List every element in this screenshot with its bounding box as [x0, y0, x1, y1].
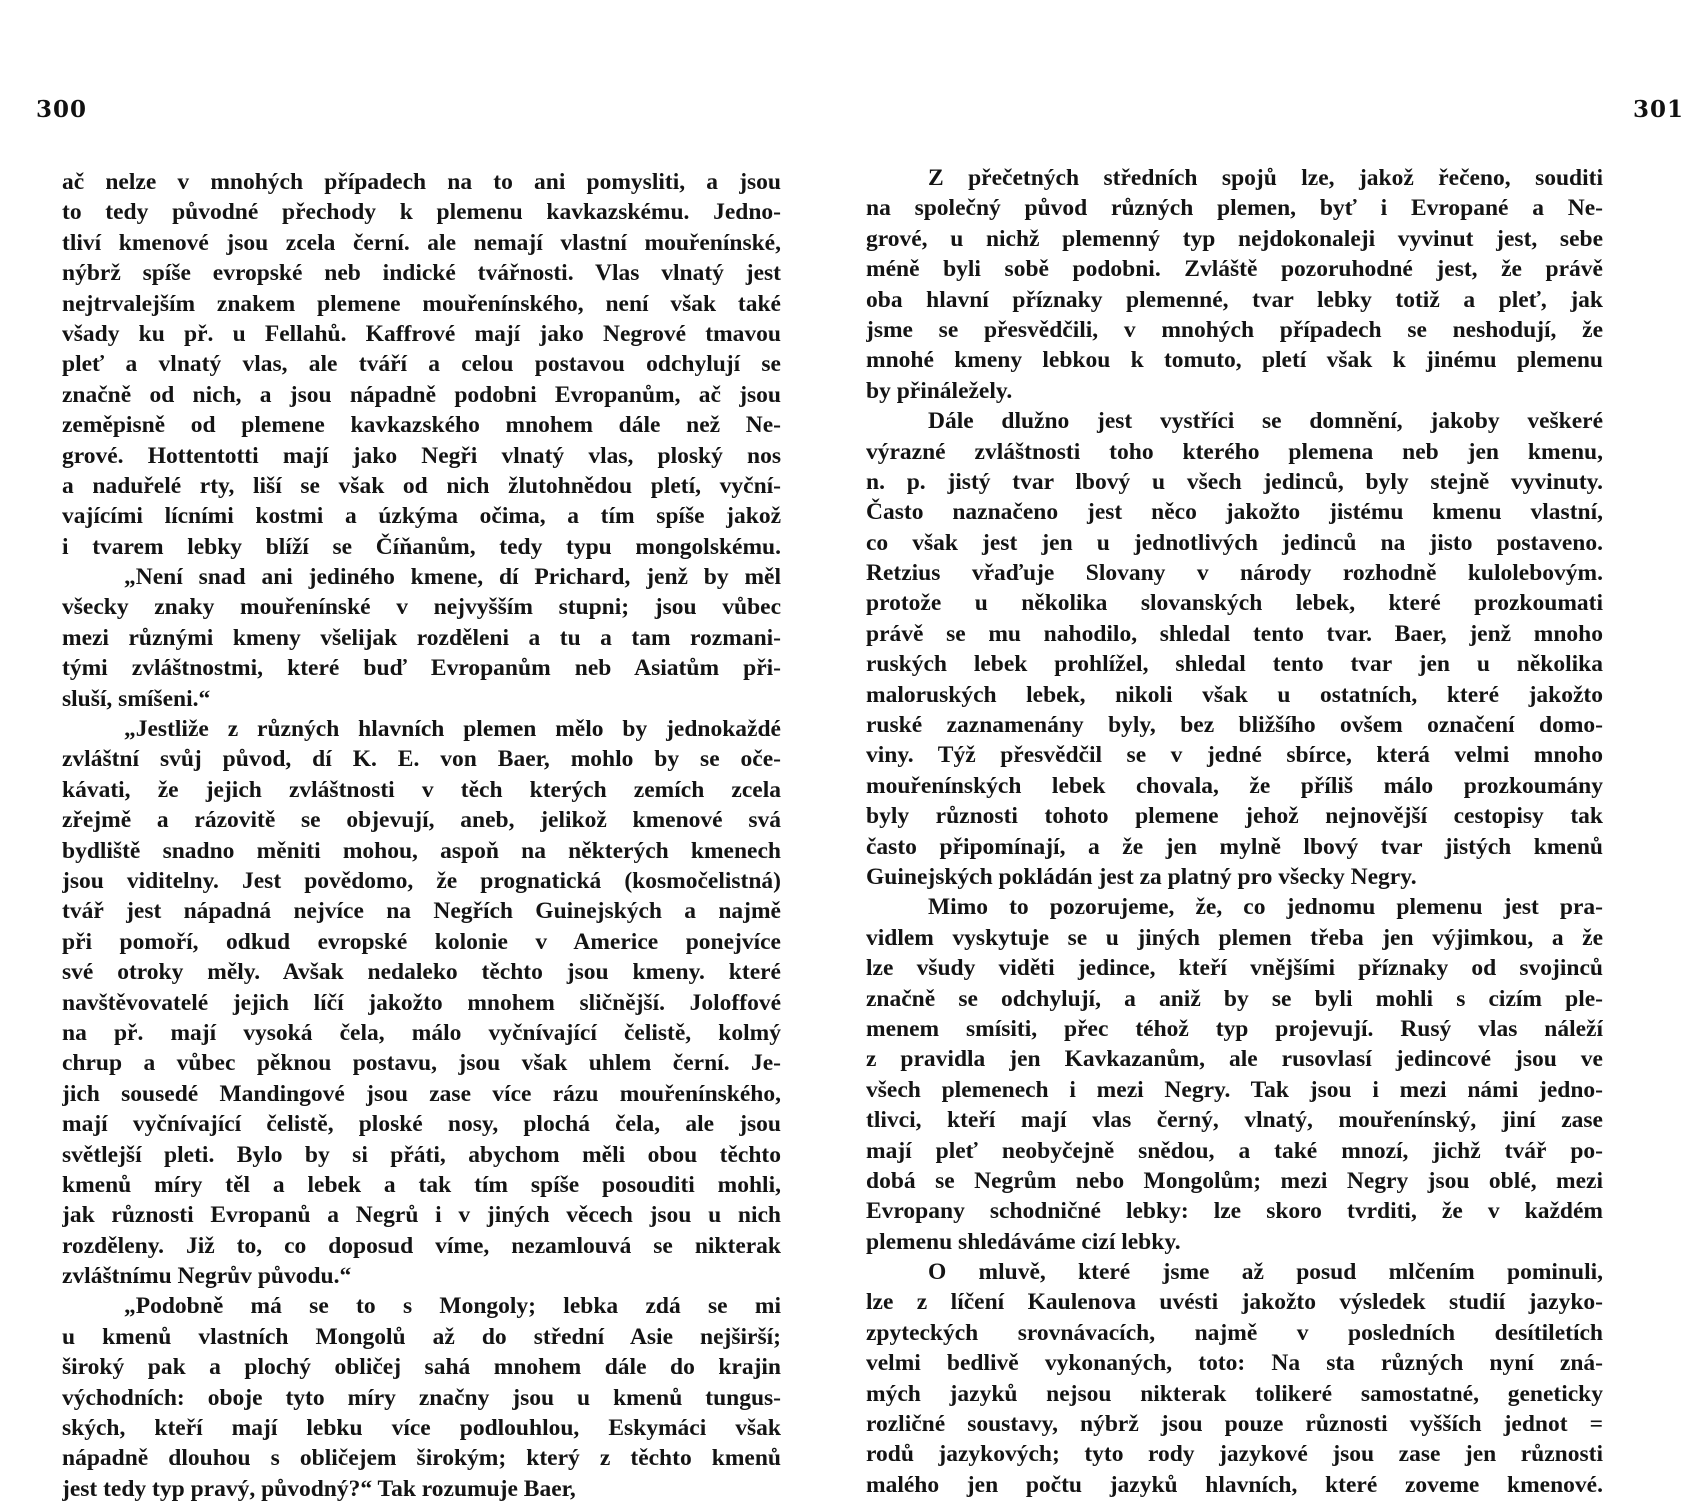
text-line: zvláštní svůj původ, dí K. E. von Baer, mohlo by se oče- [62, 746, 781, 773]
text-line: méně byli sobě podobni. Zvláště pozoruhodné jest, že právě [866, 256, 1603, 283]
text-line: jich sousedé Mandingové jsou zase více rázu mouřenínského, [62, 1080, 781, 1107]
text-line: ských, kteří mají lebku více podlouhlou, Eskymáci však [62, 1415, 781, 1442]
text-line: mezi různými kmeny všelijak rozděleni a tu a tam rozmani- [62, 624, 781, 651]
text-line: nejtrvalejším znakem plemene mouřenínského, není však také [62, 290, 781, 317]
text-line: tlivci, kteří mají vlas černý, vlnatý, mouřenínský, jiní zase [866, 1107, 1603, 1134]
text-line: velmi bedlivě vykonaných, toto: Na sta různých nyní zná- [866, 1350, 1603, 1377]
text-line: navštěvovatelé jejich líčí jakožto mnohem sličnější. Joloffové [62, 989, 781, 1016]
right-page [842, 0, 1684, 1500]
text-line: jsou viditelny. Jest povědomo, že prognatická (kosmočelistná) [62, 867, 781, 894]
text-line: Dále dlužno jest vystříci se domnění, jakoby veškeré [928, 408, 1603, 435]
text-line: všech plemenech i mezi Negry. Tak jsou i mezi námi jedno- [866, 1076, 1603, 1103]
text-line: jak různosti Evropanů a Negrů i v jiných věcech jsou u nich [62, 1202, 781, 1229]
text-line: mají vyčnívající čelistě, ploské nosy, plochá čela, ale jsou [62, 1111, 781, 1138]
text-line: značně od nich, a jsou nápadně podobni Evropanům, ač jsou [62, 381, 781, 408]
text-line: lze všudy viděti jedince, kteří vnějšími příznaky od svojinců [866, 955, 1603, 982]
text-line: tliví kmenové jsou zcela černí. ale nemají vlastní mouřenínské, [62, 229, 781, 256]
text-line: by přináležely. [866, 377, 1013, 404]
text-line: „Podobně má se to s Mongoly; lebka zdá se mi [124, 1293, 781, 1320]
text-line: východních: oboje tyto míry značny jsou u kmenů tungus- [62, 1384, 781, 1411]
text-line: Guinejských pokládán jest za platný pro všecky Negry. [866, 863, 1417, 890]
text-line: n. p. jistý tvar lbový u všech jedinců, byly stejně vyvinuty. [866, 468, 1603, 495]
text-line: chrup a vůbec pěknou postavu, jsou však uhlem černí. Je- [62, 1050, 781, 1077]
text-line: protože u několika slovanských lebek, které prozkoumati [866, 590, 1603, 617]
text-line: jsme se přesvědčili, v mnohých případech se neshodují, že [866, 316, 1603, 343]
text-line: světlejší pleti. Bylo by si přáti, abychom měli obou těchto [62, 1141, 781, 1168]
text-line: malého jen počtu jazyků hlavních, které zoveme kmenové. [866, 1471, 1603, 1498]
text-line: lze z líčení Kaulenova uvésti jakožto výsledek studií jazyko- [866, 1289, 1603, 1316]
text-line: mých jazyků nejsou nikterak tolikeré samostatné, geneticky [866, 1380, 1603, 1407]
text-line: tvář jest nápadná nejvíce na Negřích Guinejských a najmě [62, 898, 781, 925]
text-line: to tedy původné přechody k plemenu kavkazskému. Jedno- [62, 199, 781, 226]
text-line: kmenů míry těl a lebek a tak tím spíše posouditi mohli, [62, 1171, 781, 1198]
text-line: ruské zaznamenány byly, bez bližšího ovšem označení domo- [866, 712, 1603, 739]
text-line: bydliště snadno měniti mohou, aspoň na některých kmenech [62, 837, 781, 864]
text-line: Často naznačeno jest něco jakožto jistému kmenu vlastní, [866, 499, 1603, 526]
left-text-column [62, 167, 781, 1504]
text-line: maloruských lebek, nikoli však u ostatních, které jakožto [866, 681, 1603, 708]
text-line: všecky znaky mouřenínské v nejvyšším stupni; jsou vůbec [62, 594, 781, 621]
text-line: z pravidla jen Kavkazanům, ale rusovlasí jedincové jsou ve [866, 1046, 1603, 1073]
text-line: mají pleť neobyčejně snědou, a také mnozí, jichž tvář po- [866, 1137, 1603, 1164]
text-line: zeměpisně od plemene kavkazského mnohem dále než Ne- [62, 412, 781, 439]
right-text-column [866, 163, 1603, 1500]
text-line: své otroky měly. Avšak nedaleko těchto jsou kmeny. které [62, 959, 781, 986]
text-line: menem smísiti, přec téhož typ projevují. Rusý vlas náleží [866, 1015, 1603, 1042]
text-line: pleť a vlnatý vlas, ale tváří a celou postavou odchylují se [62, 351, 781, 378]
text-line: vajícími lícními kostmi a úzkýma očima, a tím spíše jakož [62, 503, 781, 530]
text-line: široký pak a plochý obličej sahá mnohem dále do krajin [62, 1354, 781, 1381]
text-line: u kmenů vlastních Mongolů až do střední Asie nejširší; [62, 1323, 781, 1350]
text-line: výrazné zvláštnosti toho kterého plemena neb jen kmenu, [866, 438, 1603, 465]
text-line: rodů jazykových; tyto rody jazykové jsou zase jen různosti [866, 1441, 1603, 1468]
text-line: „Není snad ani jediného kmene, dí Prichard, jenž by měl [124, 564, 781, 591]
text-line: zřejmě a rázovitě se objevují, aneb, jelikož kmenové svá [62, 807, 781, 834]
left-page [0, 0, 842, 1500]
text-line: zvláštnímu Negrův původu.“ [62, 1263, 352, 1290]
text-line: plemenu shledáváme cizí lebky. [866, 1228, 1181, 1255]
text-line: vidlem vyskytuje se u jiných plemen třeba jen výjimkou, a že [866, 924, 1603, 951]
text-line: Evropany schodničné lebky: lze skoro tvrditi, že v každém [866, 1198, 1603, 1225]
text-line: grové. Hottentotti mají jako Negři vlnatý vlas, ploský nos [62, 442, 781, 469]
text-line: viny. Týž přesvědčil se v jedné sbírce, která velmi mnoho [866, 742, 1603, 769]
text-line: ruských lebek prohlížel, shledal tento tvar jen u několika [866, 651, 1603, 678]
text-line: na společný původ různých plemen, byť i Evropané a Ne- [866, 195, 1603, 222]
text-line: často připomínají, a že jen mylně lbový tvar jistých kmenů [866, 833, 1603, 860]
text-line: „Jestliže z různých hlavních plemen mělo by jednokaždé [124, 716, 781, 743]
text-line: co však jest jen u jednotlivých jedinců na jisto postaveno. [866, 529, 1603, 556]
text-line: sluší, smíšeni.“ [62, 685, 211, 712]
text-line: na př. mají vysoká čela, málo vyčnívající čelistě, kolmý [62, 1019, 781, 1046]
text-line: ač nelze v mnohých případech na to ani pomysliti, a jsou [62, 169, 781, 195]
text-line: dobá se Negrům nebo Mongolům; mezi Negry jsou oblé, mezi [866, 1167, 1603, 1194]
text-line: tými zvláštnostmi, které buď Evropanům neb Asiatům při- [62, 655, 781, 682]
text-line: při pomoří, odkud evropské kolonie v Americe ponejvíce [62, 928, 781, 955]
text-line: kávati, že jejich zvláštnosti v těch kterých zemích zcela [62, 776, 781, 803]
text-line: rozličné soustavy, nýbrž jsou pouze různosti vyšších jednot = [866, 1411, 1603, 1438]
text-line: jest tedy typ pravý, původný?“ Tak rozumuje Baer, [62, 1475, 576, 1502]
text-line: oba hlavní příznaky plemenné, tvar lebky totiž a pleť, jak [866, 286, 1603, 313]
text-line: značně se odchylují, a aniž by se byli mohli s cizím ple- [866, 985, 1603, 1012]
text-line: všady ku př. u Fellahů. Kaffrové mají jako Negrové tmavou [62, 320, 781, 347]
text-line: Mimo to pozorujeme, že, co jednomu plemenu jest pra- [928, 894, 1603, 921]
text-line: mnohé kmeny lebkou k tomuto, pletí však k jinému plemenu [866, 347, 1603, 374]
text-line: O mluvě, které jsme až posud mlčením pominuli, [928, 1259, 1603, 1286]
text-line: zpyteckých srovnávacích, najmě v posledních desítiletích [866, 1319, 1603, 1346]
page-number-right: 301 [1632, 96, 1684, 123]
text-line: rozděleny. Již to, co doposud víme, nezamlouvá se nikterak [62, 1232, 781, 1259]
text-line: a naduřelé rty, liší se však od nich žlutohnědou pletí, vyční- [62, 472, 781, 499]
text-line: mouřenínských lebek chovala, že příliš málo prozkoumány [866, 772, 1603, 799]
page-number-left: 300 [36, 96, 88, 123]
text-line: Retzius vřaďuje Slovany v národy rozhodně kulolebovým. [866, 560, 1603, 587]
text-line: právě se mu nahodilo, shledal tento tvar. Baer, jenž mnoho [866, 620, 1603, 647]
text-line: Z přečetných středních spojů lze, jakož řečeno, souditi [928, 165, 1603, 191]
text-line: grové, u nichž plemenný typ nejdokonaleji vyvinut jest, sebe [866, 225, 1603, 252]
text-line: nýbrž spíše evropské neb indické tvářnosti. Vlas vlnatý jest [62, 260, 781, 287]
text-line: byly různosti tohoto plemene jehož nejnovější cestopisy tak [866, 803, 1603, 830]
text-line: nápadně dlouhou s obličejem širokým; který z těchto kmenů [62, 1445, 781, 1472]
text-line: i tvarem lebky blíží se Číňanům, tedy typu mongolskému. [62, 533, 781, 560]
